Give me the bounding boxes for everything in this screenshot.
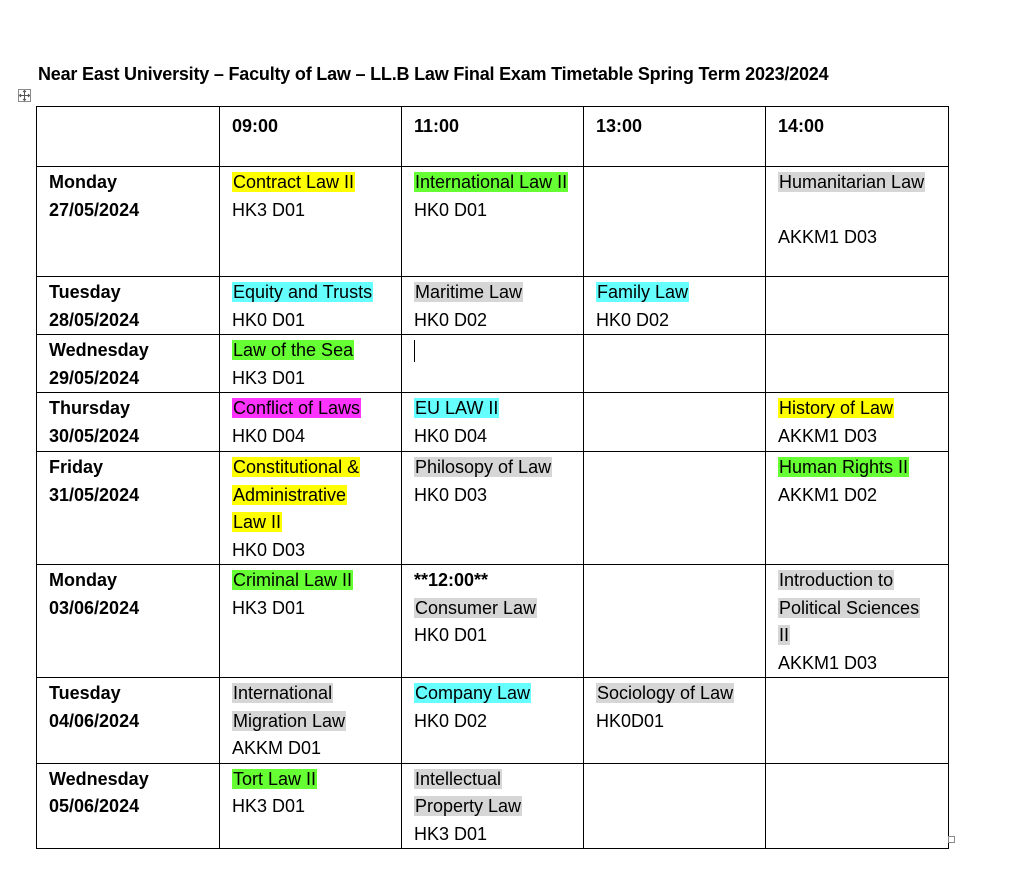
room-code: HK0 D01	[414, 625, 488, 645]
exam-cell[interactable]	[220, 167, 402, 277]
exam-cell[interactable]	[584, 277, 766, 335]
day-name: Wednesday	[49, 768, 149, 789]
empty-cell[interactable]	[584, 763, 766, 849]
day-name: Monday	[49, 172, 118, 192]
table-resize-handle[interactable]	[948, 836, 955, 843]
table-row	[37, 167, 949, 277]
day-date: 28/05/2024	[49, 309, 140, 330]
room-code: AKKM1 D03	[778, 652, 878, 673]
time-header-1300	[584, 107, 766, 167]
course-name-line: Introduction to	[779, 570, 894, 590]
day-date: 27/05/2024	[49, 199, 140, 220]
course-name: Contract Law II	[233, 172, 355, 192]
table-row	[37, 393, 949, 452]
exam-timetable	[36, 106, 949, 849]
day-cell	[37, 763, 220, 849]
course-name: Sociology of Law	[597, 683, 734, 703]
room-code: HK0 D04	[232, 425, 306, 446]
room-code: HK0 D02	[414, 309, 488, 330]
room-code: HK3 D01	[232, 796, 306, 816]
empty-cell[interactable]	[766, 678, 949, 764]
room-code: HK0 D01	[414, 199, 488, 220]
table-row	[37, 565, 949, 678]
room-code: HK0D01	[596, 710, 665, 731]
table-row	[37, 277, 949, 335]
course-name: Conflict of Laws	[233, 398, 361, 418]
day-name: Wednesday	[49, 340, 149, 360]
course-name: History of Law	[779, 398, 894, 418]
room-code: HK3 D01	[414, 823, 488, 844]
course-name: Criminal Law II	[233, 570, 353, 590]
table-row	[37, 335, 949, 393]
course-name: Tort Law II	[233, 768, 317, 789]
room-code: HK3 D01	[232, 597, 306, 618]
exam-cell[interactable]	[402, 393, 584, 452]
course-name-line: Constitutional &	[233, 457, 360, 477]
room-code: HK0 D02	[414, 710, 488, 731]
time-label: 14:00	[778, 116, 825, 136]
course-name: Family Law	[597, 282, 689, 302]
exam-cell[interactable]	[402, 167, 584, 277]
course-name-line: Property Law	[415, 796, 522, 816]
time-header-0900	[220, 107, 402, 167]
table-row	[37, 678, 949, 764]
day-date: 04/06/2024	[49, 710, 140, 731]
exam-cell[interactable]	[766, 565, 949, 678]
header-row	[37, 107, 949, 167]
course-name: Consumer Law	[415, 597, 537, 618]
course-name-line: Political Sciences	[779, 597, 920, 618]
course-name: Philosopy of Law	[415, 457, 552, 477]
course-name-line: II	[779, 625, 790, 645]
day-name: Thursday	[49, 398, 131, 418]
exam-cell[interactable]	[584, 678, 766, 764]
empty-cell[interactable]	[584, 335, 766, 393]
table-row	[37, 763, 949, 849]
move-arrows-icon	[19, 90, 30, 101]
time-header-1400	[766, 107, 949, 167]
course-name: Law of the Sea	[233, 340, 354, 360]
course-name: Company Law	[415, 683, 531, 703]
empty-cell[interactable]	[402, 335, 584, 393]
empty-cell[interactable]	[584, 452, 766, 565]
table-row	[37, 452, 949, 565]
day-cell	[37, 277, 220, 335]
course-name-line: Intellectual	[415, 768, 502, 789]
corner-cell	[37, 107, 220, 167]
empty-cell[interactable]	[766, 335, 949, 393]
day-cell	[37, 393, 220, 452]
room-code: AKKM1 D03	[778, 227, 878, 247]
document-title: Near East University – Faculty of Law – LL.B Law Final Exam Timetable Spring Term 2023/2024	[38, 64, 829, 84]
course-name-line: International	[233, 683, 333, 703]
day-date: 31/05/2024	[49, 484, 140, 505]
room-code: HK0 D02	[596, 309, 670, 330]
room-code: HK0 D04	[414, 425, 488, 446]
time-label: 11:00	[414, 116, 460, 136]
table-move-handle[interactable]	[18, 89, 31, 102]
room-code: HK0 D03	[414, 484, 488, 505]
day-cell	[37, 565, 220, 678]
exam-cell[interactable]	[220, 678, 402, 764]
empty-cell[interactable]	[584, 393, 766, 452]
day-name: Monday	[49, 570, 118, 590]
day-name: Friday	[49, 457, 104, 477]
exam-cell[interactable]	[220, 763, 402, 849]
day-cell	[37, 167, 220, 277]
room-code: HK3 D01	[232, 199, 306, 220]
exam-cell[interactable]	[220, 565, 402, 678]
course-name: Equity and Trusts	[233, 282, 373, 302]
exam-cell[interactable]	[402, 277, 584, 335]
course-name: EU LAW II	[415, 398, 499, 418]
empty-cell[interactable]	[584, 565, 766, 678]
room-code: AKKM D01	[232, 738, 322, 758]
room-code: HK0 D01	[232, 309, 306, 330]
exam-cell[interactable]	[402, 565, 584, 678]
exam-cell[interactable]	[766, 167, 949, 277]
day-date: 29/05/2024	[49, 367, 140, 388]
day-cell	[37, 678, 220, 764]
exam-cell[interactable]	[220, 277, 402, 335]
course-name: Humanitarian Law	[779, 172, 925, 192]
text-cursor	[414, 340, 415, 362]
room-code: AKKM1 D03	[778, 425, 878, 446]
time-label: 09:00	[232, 116, 279, 136]
exam-cell[interactable]	[402, 452, 584, 565]
day-name: Tuesday	[49, 282, 121, 302]
day-date: 05/06/2024	[49, 796, 140, 816]
day-cell	[37, 452, 220, 565]
course-name: Maritime Law	[415, 282, 523, 302]
room-code: HK3 D01	[232, 367, 306, 388]
day-date: 03/06/2024	[49, 597, 140, 618]
exam-cell[interactable]	[402, 763, 584, 849]
room-code: HK0 D03	[232, 539, 306, 560]
exam-cell[interactable]	[220, 452, 402, 565]
empty-cell[interactable]	[766, 277, 949, 335]
day-date: 30/05/2024	[49, 425, 140, 446]
exam-cell[interactable]	[766, 393, 949, 452]
room-code: AKKM1 D02	[778, 484, 878, 505]
exam-cell[interactable]	[766, 452, 949, 565]
course-name-line: Migration Law	[233, 710, 346, 731]
course-name-line: Law II	[233, 512, 282, 532]
time-header-1100	[402, 107, 584, 167]
time-label: 13:00	[596, 116, 643, 136]
course-name: International Law II	[415, 172, 568, 192]
exam-cell[interactable]	[220, 335, 402, 393]
course-name: Human Rights II	[779, 457, 909, 477]
exam-cell[interactable]	[220, 393, 402, 452]
day-name: Tuesday	[49, 683, 121, 703]
course-name-line: Administrative	[233, 484, 347, 505]
empty-cell[interactable]	[766, 763, 949, 849]
exam-cell[interactable]	[402, 678, 584, 764]
empty-cell[interactable]	[584, 167, 766, 277]
day-cell	[37, 335, 220, 393]
time-note: **12:00**	[414, 570, 489, 590]
